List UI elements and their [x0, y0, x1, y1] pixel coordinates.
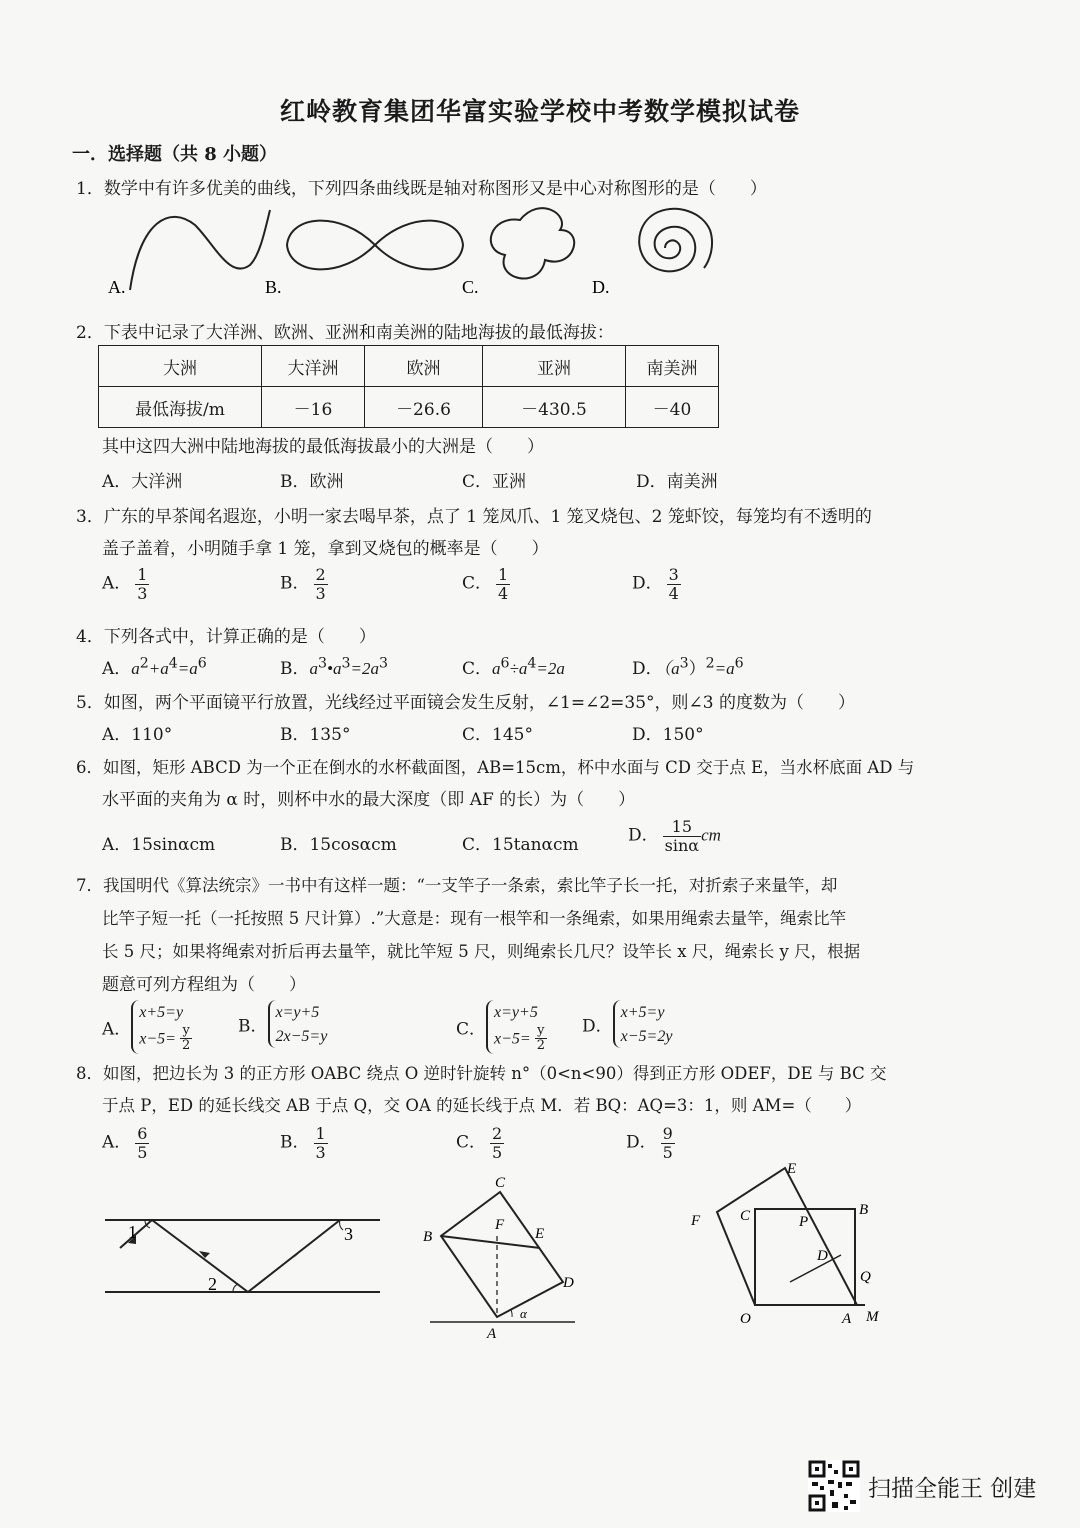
angle-label-3: 3 — [344, 1224, 353, 1244]
q4-option-b: B．$a^3•a^3=2a^3$ — [280, 655, 388, 679]
q6-line2: 水平面的夹角为 α 时，则杯中水的最大深度（即 AF 的长）为（ ） — [102, 790, 636, 810]
table-row — [99, 387, 719, 428]
q6-option-a: A．15sinαcm — [102, 835, 216, 855]
q6-cup-figure — [415, 1170, 585, 1345]
value-cell: －26.6 — [365, 387, 483, 428]
watermark-text: 扫描全能王 创建 — [868, 1476, 1037, 1502]
point-label-e: E — [787, 1161, 797, 1177]
value-cell: －40 — [626, 387, 719, 428]
q4-option-a: A．$a^2+a^4=a^6$ — [102, 655, 207, 679]
page-title: 红岭教育集团华富实验学校中考数学模拟试卷 — [279, 97, 800, 126]
q5-option-d: D．150° — [632, 725, 704, 745]
curve-c — [491, 208, 574, 278]
q5-option-b: B．135° — [280, 725, 351, 745]
point-label-m: M — [866, 1309, 879, 1325]
value-cell: －430.5 — [483, 387, 626, 428]
q6-option-b: B．15cosαcm — [280, 835, 397, 855]
q7-line3: 长 5 尺；如果将绳索对折后再去量竿，就比竿短 5 尺，则绳索长几尺？设竿长 x 尺，绳索长 y 尺，根据 — [102, 942, 861, 961]
q8-line1: 8．如图，把边长为 3 的正方形 OABC 绕点 O 逆时针旋转 n°（0<n<90）得到正方形 ODEF，DE 与 BC 交 — [76, 1064, 887, 1083]
angle-label-1: 1 — [128, 1222, 137, 1242]
q7-line2: 比竿子短一托（一托按照 5 尺计算）.”大意是：现有一根竿和一条绳索，如果用绳索去量竿，绳索比竿 — [102, 909, 847, 928]
q4-option-c: C．$a^6\div a^4=2a$ — [462, 655, 565, 679]
q2-follow: 其中这四大洲中陆地海拔的最低海拔最小的大洲是（ ） — [102, 437, 544, 457]
point-label-p: P — [799, 1214, 809, 1230]
point-label-b: B — [423, 1229, 433, 1245]
point-label-o: O — [740, 1311, 751, 1327]
q8-option-a: A． $\frac{6}{5}$ — [102, 1124, 148, 1162]
curve-b — [287, 221, 463, 270]
q7-option-d: D．x+5=y x−5=2y — [582, 1000, 672, 1048]
header-cell: 亚洲 — [483, 346, 626, 387]
point-label-q: Q — [860, 1269, 871, 1285]
q3-option-a: A． $\frac{1}{3}$ — [102, 565, 148, 603]
q4-stem: 4．下列各式中，计算正确的是（ ） — [76, 627, 376, 647]
q3-option-b: B． $\frac{2}{3}$ — [280, 565, 326, 603]
header-cell: 欧洲 — [365, 346, 483, 387]
q1-label-b: B. — [265, 277, 282, 297]
point-label-a: A — [842, 1311, 852, 1327]
header-cell: 南美洲 — [626, 346, 719, 387]
q8-square-figure — [685, 1155, 895, 1335]
table-row — [99, 346, 719, 387]
q2-option-a: A．大洋洲 — [102, 472, 183, 492]
point-label-e: E — [535, 1226, 545, 1242]
q7-option-a: A．x+5=y x−5= $\frac{y}{2}$ — [102, 1000, 192, 1054]
q6-option-c: C．15tanαcm — [462, 835, 579, 855]
q3-line2: 盖子盖着，小明随手拿 1 笼，拿到叉烧包的概率是（ ） — [102, 539, 549, 559]
angle-label-alpha: α — [520, 1306, 527, 1321]
q8-option-b: B． $\frac{1}{3}$ — [280, 1124, 326, 1162]
q1-label-a: A. — [108, 277, 126, 297]
header-cell: 大洋洲 — [262, 346, 365, 387]
q1-label-c: C. — [462, 277, 479, 297]
q6-line1: 6．如图，矩形 ABCD 为一个正在倒水的水杯截面图，AB=15cm，杯中水面与 CD 交于点 E，当水杯底面 AD 与 — [76, 758, 915, 777]
point-label-d: D — [817, 1248, 828, 1264]
q1-label-d: D. — [592, 277, 610, 297]
q7-option-b: B．x=y+5 2x−5=y — [238, 1000, 327, 1048]
header-cell: 大洲 — [99, 346, 262, 387]
point-label-c: C — [495, 1175, 506, 1191]
q3-option-d: D． $\frac{3}{4}$ — [632, 565, 679, 603]
point-label-a: A — [487, 1326, 497, 1342]
point-label-f: F — [495, 1217, 505, 1233]
q2-option-b: B．欧洲 — [280, 472, 344, 492]
curve-d — [639, 209, 712, 271]
q7-option-c: C．x=y+5 x−5= $\frac{y}{2}$ — [456, 1000, 547, 1054]
point-label-b: B — [859, 1202, 869, 1218]
q1-curves-figure — [100, 200, 740, 300]
q2-stem: 2．下表中记录了大洋洲、欧洲、亚洲和南美洲的陆地海拔的最低海拔： — [76, 323, 614, 343]
curve-a — [130, 210, 270, 290]
q2-option-d: D．南美洲 — [636, 472, 718, 492]
angle-label-2: 2 — [208, 1274, 217, 1294]
q5-stem: 5．如图，两个平面镜平行放置，光线经过平面镜会发生反射，∠1=∠2=35°，则∠3 的度数为（ ） — [76, 693, 856, 713]
point-label-c: C — [740, 1208, 751, 1224]
q8-option-c: C． $\frac{2}{5}$ — [456, 1124, 503, 1162]
value-cell: －16 — [262, 387, 365, 428]
q8-line2: 于点 P，ED 的延长线交 AB 于点 Q，交 OA 的延长线于点 M．若 BQ：AQ=3：1，则 AM=（ ） — [102, 1096, 862, 1115]
q8-option-d: D． $\frac{9}{5}$ — [626, 1124, 673, 1162]
q5-option-c: C．145° — [462, 725, 533, 745]
point-label-f: F — [691, 1213, 701, 1229]
q1-stem: 1．数学中有许多优美的曲线，下列四条曲线既是轴对称图形又是中心对称图形的是（ ） — [76, 179, 767, 199]
q5-mirror-figure — [100, 1200, 390, 1310]
section-heading: 一．选择题（共 8 小题） — [72, 144, 278, 165]
q2-option-c: C．亚洲 — [462, 472, 527, 492]
qr-code-icon — [808, 1460, 860, 1512]
point-label-d: D — [563, 1275, 574, 1291]
q7-line4: 题意可列方程组为（ ） — [102, 975, 306, 995]
row-label-cell: 最低海拔/m — [99, 387, 262, 428]
q7-line1: 7．我国明代《算法统宗》一书中有这样一题：“一支竿子一条索，索比竿子长一托，对折索子来量竿，却 — [76, 876, 838, 895]
altitude-table — [98, 345, 719, 428]
q6-option-d: D． $\frac{15}{\sin\alpha}$ cm — [628, 817, 721, 855]
q3-option-c: C． $\frac{1}{4}$ — [462, 565, 509, 603]
q5-option-a: A．110° — [102, 725, 173, 745]
q3-line1: 3．广东的早茶闻名遐迩，小明一家去喝早茶，点了 1 笼凤爪、1 笼叉烧包、2 笼虾饺，每笼均有不透明的 — [76, 507, 872, 527]
q4-option-d: D．$(a^3)^2=a^6$ — [632, 655, 744, 679]
